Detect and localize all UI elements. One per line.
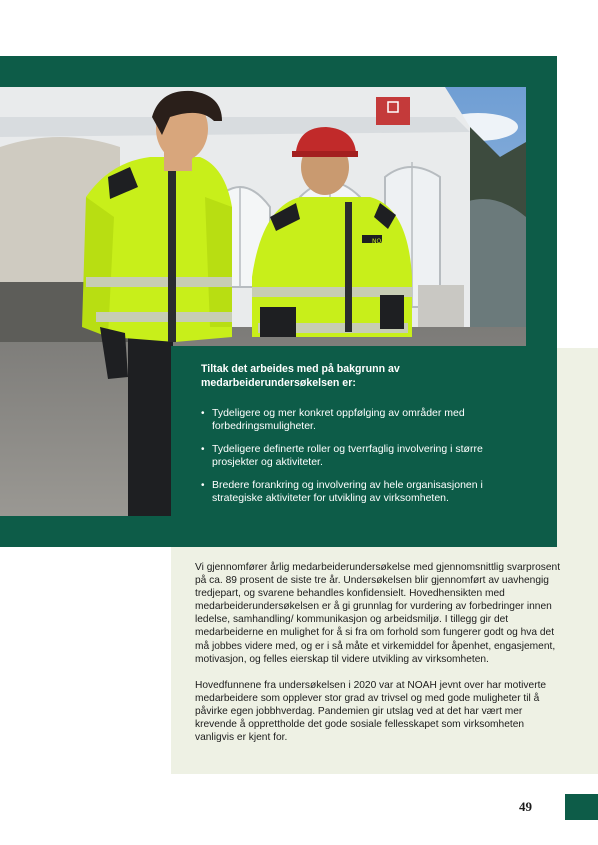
callout-title: Tiltak det arbeides med på bakgrunn av medarbeiderundersøkelsen er: bbox=[201, 363, 400, 389]
callout-list bbox=[201, 407, 529, 505]
page-number: 49 bbox=[519, 799, 532, 814]
body-text bbox=[195, 561, 563, 757]
page-tab-marker bbox=[565, 794, 598, 820]
callout-bullet: • Tydeligere definerte roller og tverrfaglig involvering i større prosjekter og aktiviteter. bbox=[201, 443, 529, 469]
callout-box bbox=[171, 346, 557, 547]
jacket-badge-label: NOAH bbox=[372, 238, 390, 245]
body-paragraph: Hovedfunnene fra undersøkelsen i 2020 var at NOAH jevnt over har motiverte medarbeidere som opplever stor grad av trivsel og med gode muligheter til å påvirke egen jobbhverdag. Pandemien gir utslag ved at det har vært mer krevende å opprettholde det gode sosiale fellesskapet som virksomheten vanligvis er kjent for. bbox=[195, 679, 547, 744]
callout-bullet: • Bredere forankring og involvering av hele organisasjonen i strategiske aktiviteter for utvikling av virksomheten. bbox=[201, 479, 529, 505]
callout-bullet: • Tydeligere og mer konkret oppfølging av områder med forbedringsmuligheter. bbox=[201, 407, 529, 433]
body-paragraph: Vi gjennomfører årlig medarbeiderundersøkelse med gjennomsnittlig svarprosent på ca. 89 prosent de siste tre år. Undersøkelsen blir gjennomført av uavhengig tredjepart, og svarene behandles konfidensielt. Hovedhensikten med medarbeiderundersøkelsen er å gi grunnlag for vurdering av forbedringer innen ledelse, samhandling/ kommunikasjon og arbeidsmiljø. I tillegg gir det medarbeiderne en mulighet for å si fra om forhold som fungerer godt og hva det må jobbes videre med, og er i så måte et virkemiddel for åpenhet, engasjement, motivasjon, og felles eierskap til videre utvikling av virksomheten. bbox=[195, 562, 561, 665]
